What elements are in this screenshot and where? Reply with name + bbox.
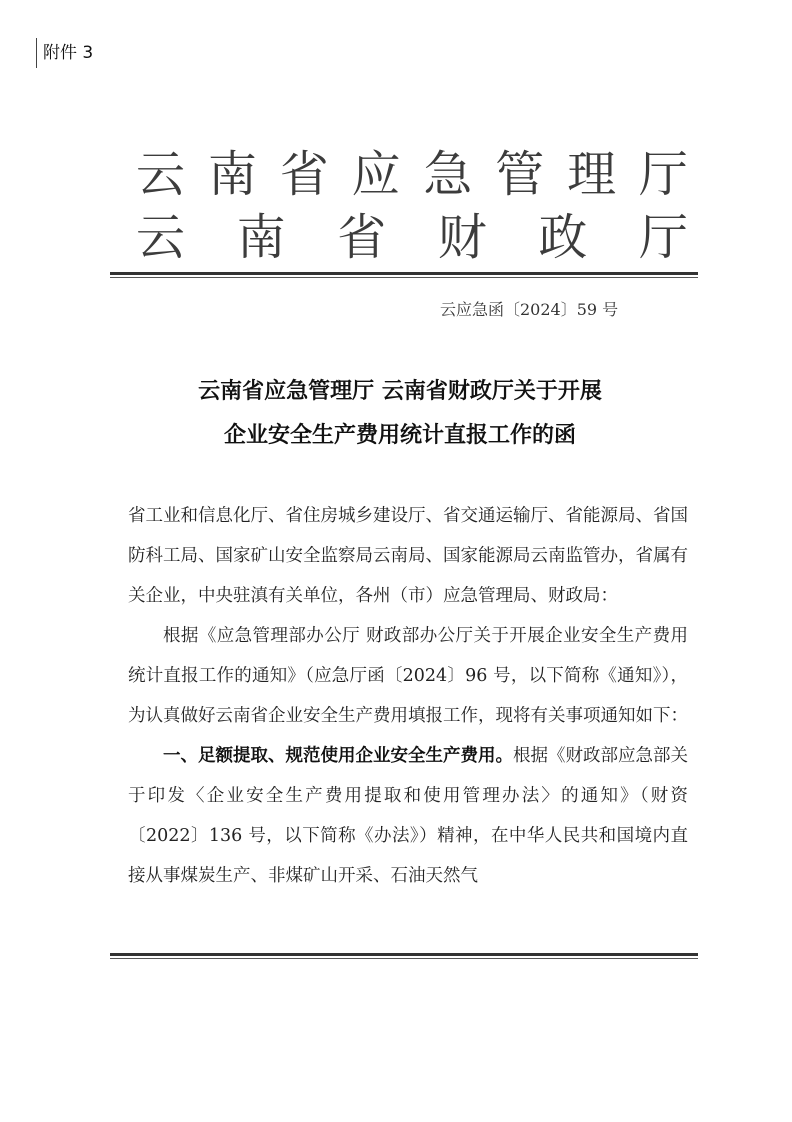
footer-divider (110, 953, 698, 959)
agency-char: 省 (279, 146, 329, 203)
agency-char: 急 (423, 146, 473, 203)
issuing-agency-finance (136, 207, 688, 269)
section-heading: 一、足额提取、规范使用企业安全生产费用。 (163, 746, 513, 766)
agency-char: 省 (337, 209, 387, 266)
agency-char: 厅 (638, 209, 688, 266)
agency-char: 南 (207, 146, 257, 203)
attachment-label: 附件 3 (36, 38, 99, 68)
agency-char: 云 (136, 209, 186, 266)
body-paragraph: 根据《应急管理部办公厅 财政部办公厅关于开展企业安全生产费用统计直报工作的通知》（应急厅函〔2024〕96 号，以下简称《通知》），为认真做好云南省企业安全生产费用填报工作，现将有关事项通知如下： (128, 626, 688, 726)
agency-char: 云 (136, 146, 186, 203)
section-text: 根据《财政部应急部关于印发〈企业安全生产费用提取和使用管理办法〉的通知》（财资〔2022〕136 号，以下简称《办法》）精神，在中华人民共和国境内直接从事煤炭生产、非煤矿山开采、石油天然气 (128, 746, 688, 886)
issuing-agency-emergency-management (136, 144, 688, 206)
agency-char: 管 (495, 146, 545, 203)
addressees-paragraph: 省工业和信息化厅、省住房城乡建设厅、省交通运输厅、省能源局、省国防科工局、国家矿山安全监察局云南局、国家能源局云南监管办，省属有关企业，中央驻滇有关单位，各州（市）应急管理局、财政局： (128, 506, 688, 606)
section-1-paragraph (128, 736, 688, 896)
agency-char: 应 (351, 146, 401, 203)
agency-char: 南 (236, 209, 286, 266)
agency-char: 财 (437, 209, 487, 266)
document-body (128, 496, 688, 896)
document-number: 云应急函〔2024〕59 号 (440, 300, 619, 319)
document-title-line-1: 云南省应急管理厅 云南省财政厅关于开展 (198, 379, 602, 404)
document-title-line-2: 企业安全生产费用统计直报工作的函 (223, 423, 576, 448)
agency-char: 厅 (638, 146, 688, 203)
agency-char: 理 (567, 146, 617, 203)
agency-char: 政 (538, 209, 588, 266)
header-divider (110, 272, 698, 278)
